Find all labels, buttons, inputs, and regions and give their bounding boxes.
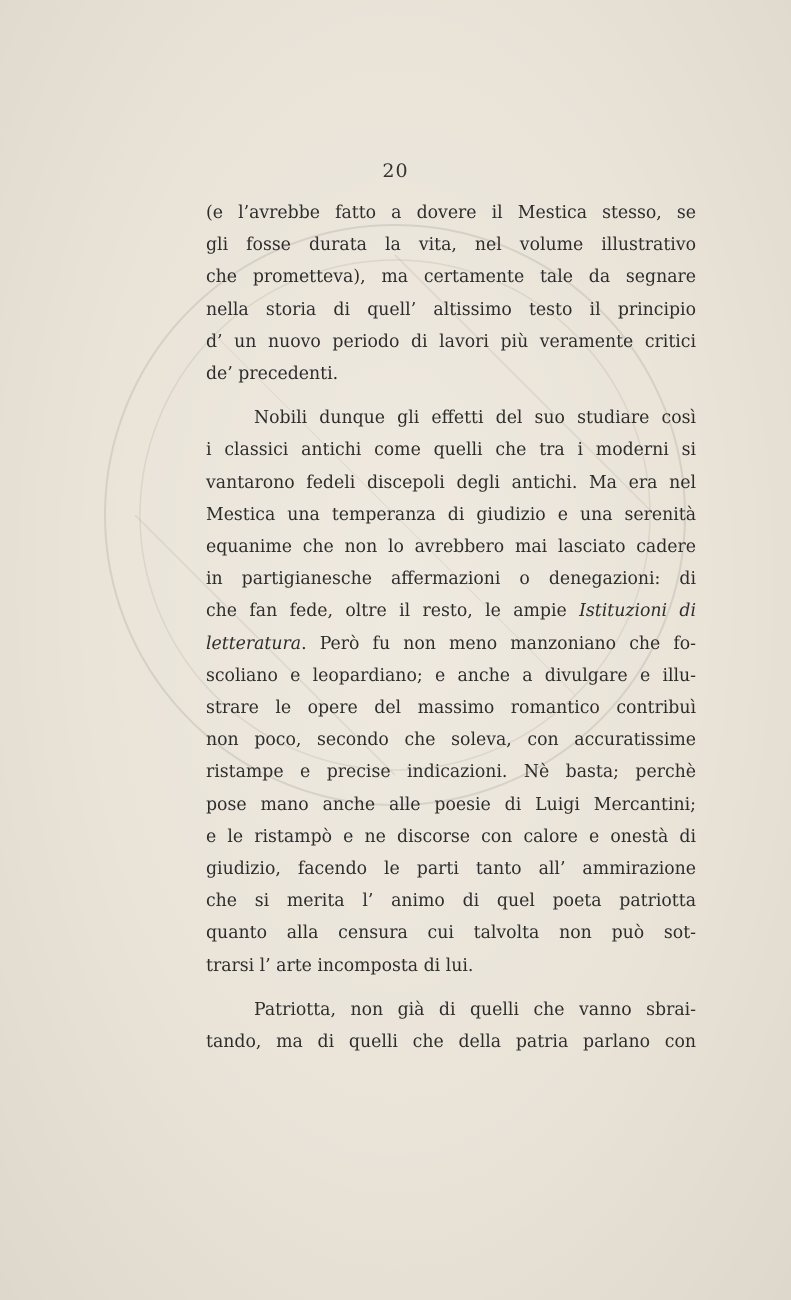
text-line: d’ un nuovo periodo di lavori più veramente critici — [206, 331, 696, 352]
text-fragment: che fan fede, oltre il resto, le ampie — [206, 601, 567, 622]
text-line — [206, 595, 696, 627]
page-number: 20 — [382, 160, 409, 182]
paragraph — [206, 197, 696, 390]
text-line — [206, 628, 696, 660]
text-line: vantarono fedeli discepoli degli antichi. Ma era nel — [206, 472, 696, 493]
text-line: tando, ma di quelli che della patria parlano con — [206, 1032, 696, 1053]
text-fragment: . Però fu non meno manzoniano che fo- — [301, 633, 696, 654]
text-line: scoliano e leopardiano; e anche a divulgare e illu- — [206, 665, 696, 686]
text-line: equanime che non lo avrebbero mai lasciato cadere — [206, 537, 696, 558]
text-line: pose mano anche alle poesie di Luigi Mercantini; — [206, 794, 696, 815]
text-line: non poco, secondo che soleva, con accuratissime — [206, 730, 696, 751]
text-line: i classici antichi come quelli che tra i moderni si — [206, 440, 696, 461]
text-line: strare le opere del massimo romantico contribuì — [206, 698, 696, 719]
text-line: Mestica una temperanza di giudizio e una serenità — [206, 504, 696, 525]
text-line: (e l’avrebbe fatto a dovere il Mestica stesso, se — [206, 203, 696, 223]
italic-title: letteratura — [206, 633, 302, 654]
text-line: Nobili dunque gli effetti del suo studiare così — [254, 408, 696, 429]
text-line: Patriotta, non già di quelli che vanno sbrai- — [254, 999, 696, 1020]
text-line: nella storia di quell’ altissimo testo il principio — [206, 299, 696, 320]
text-line: de’ precedenti. — [206, 364, 339, 385]
text-line: trarsi l’ arte incomposta di lui. — [206, 955, 474, 976]
text-line: e le ristampò e ne discorse con calore e onestà di — [206, 826, 696, 847]
paragraph — [206, 402, 696, 982]
text-line: che prometteva), ma certamente tale da segnare — [206, 267, 696, 288]
text-line: ristampe e precise indicazioni. Nè basta; perchè — [206, 762, 696, 783]
text-line: in partigianesche affermazioni o denegazioni: di — [206, 569, 696, 590]
text-line: che si merita l’ animo di quel poeta patriotta — [206, 891, 696, 912]
text-line: quanto alla censura cui talvolta non può sot- — [206, 923, 696, 944]
text-line: giudizio, facendo le parti tanto all’ ammirazione — [206, 859, 696, 880]
text-line: gli fosse durata la vita, nel volume illustrativo — [206, 235, 696, 256]
italic-title: Istituzioni di — [579, 601, 696, 622]
body-text — [206, 197, 696, 1058]
paragraph — [206, 994, 696, 1058]
